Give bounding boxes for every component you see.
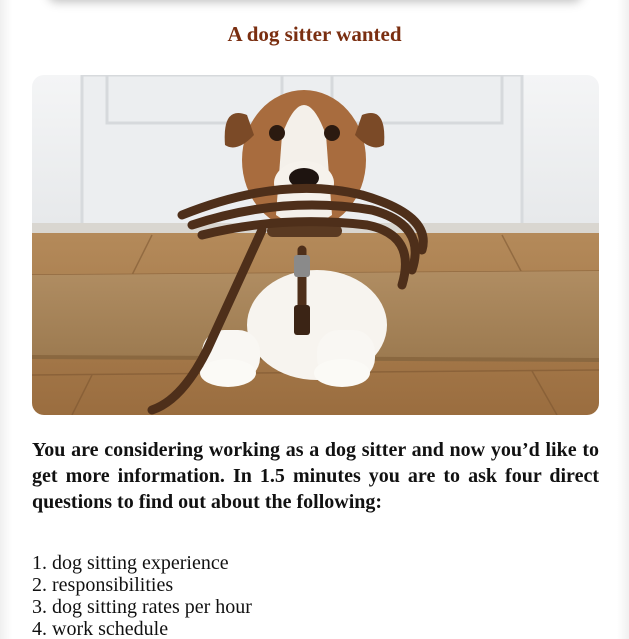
question-topics-list — [32, 552, 252, 639]
list-item: 1. dog sitting experience — [32, 552, 229, 574]
list-item: 2. responsibilities — [32, 574, 174, 596]
list-item: 4. work schedule — [32, 618, 169, 639]
page-edge-shade-right — [617, 0, 629, 639]
page-title: A dog sitter wanted — [227, 22, 402, 46]
task-instructions: You are considering working as a dog sitter and now you’d like to get more information. In 1.5 minutes you are to ask four direct questions to find out about the following: — [32, 439, 599, 513]
list-item: 3. dog sitting rates per hour — [32, 596, 252, 618]
dog-holding-leash-image — [32, 75, 599, 415]
page-edge-shade-left — [0, 0, 12, 639]
